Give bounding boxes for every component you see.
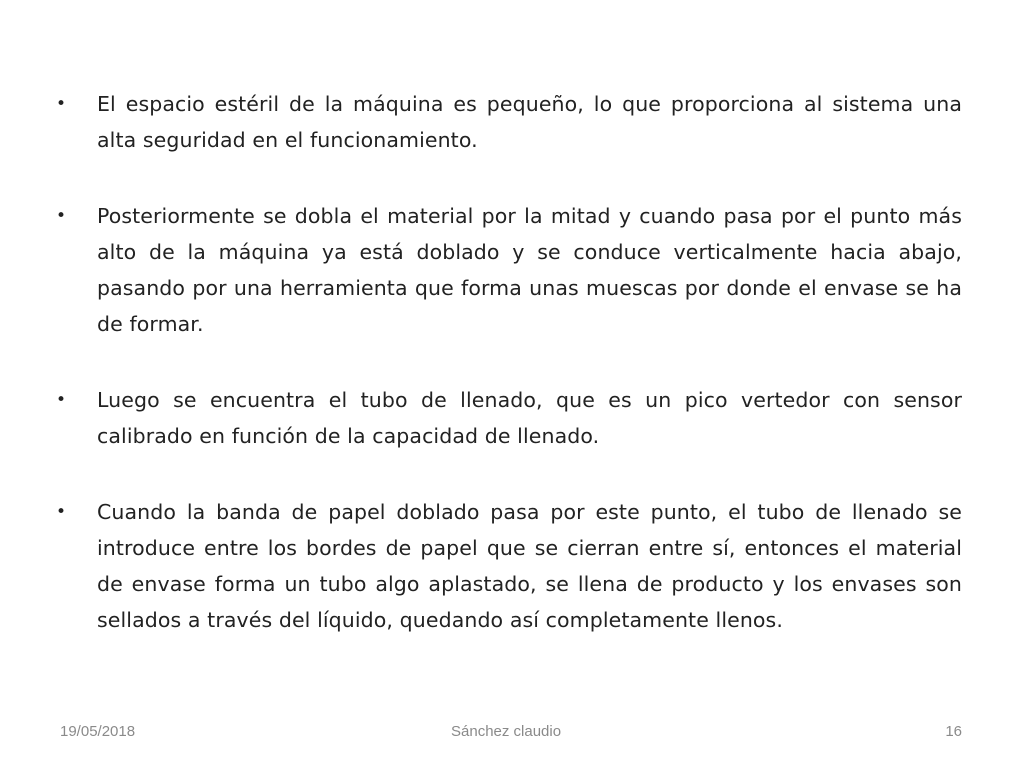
bullet-icon: • [56,390,67,410]
bullet-list [56,86,962,638]
bullet-item [56,382,962,454]
bullet-item [56,86,962,158]
bullet-text: Luego se encuentra el tubo de llenado, que es un pico vertedor con sensor calibrado en función de la capacidad de llenado. [97,388,962,448]
footer-author: Sánchez claudio [451,723,562,740]
slide-number: 16 [945,723,962,740]
bullet-item [56,494,962,638]
bullet-text: El espacio estéril de la máquina es pequeño, lo que proporciona al sistema una alta seguridad en el funcionamiento. [97,92,962,152]
bullet-text: Cuando la banda de papel doblado pasa por este punto, el tubo de llenado se introduce entre los bordes de papel que se cierran entre sí, entonces el material de envase forma un tubo algo aplastado, se llena de producto y los envases son sellados a través del líquido, quedando así completamente llenos. [97,500,962,632]
bullet-icon: • [56,94,67,114]
bullet-icon: • [56,502,67,522]
bullet-item [56,198,962,342]
footer-date: 19/05/2018 [60,723,136,740]
bullet-text: Posteriormente se dobla el material por la mitad y cuando pasa por el punto más alto de la máquina ya está doblado y se conduce verticalmente hacia abajo, pasando por una herramienta que forma unas muescas por donde el envase se ha de formar. [97,204,962,336]
bullet-icon: • [56,206,67,226]
